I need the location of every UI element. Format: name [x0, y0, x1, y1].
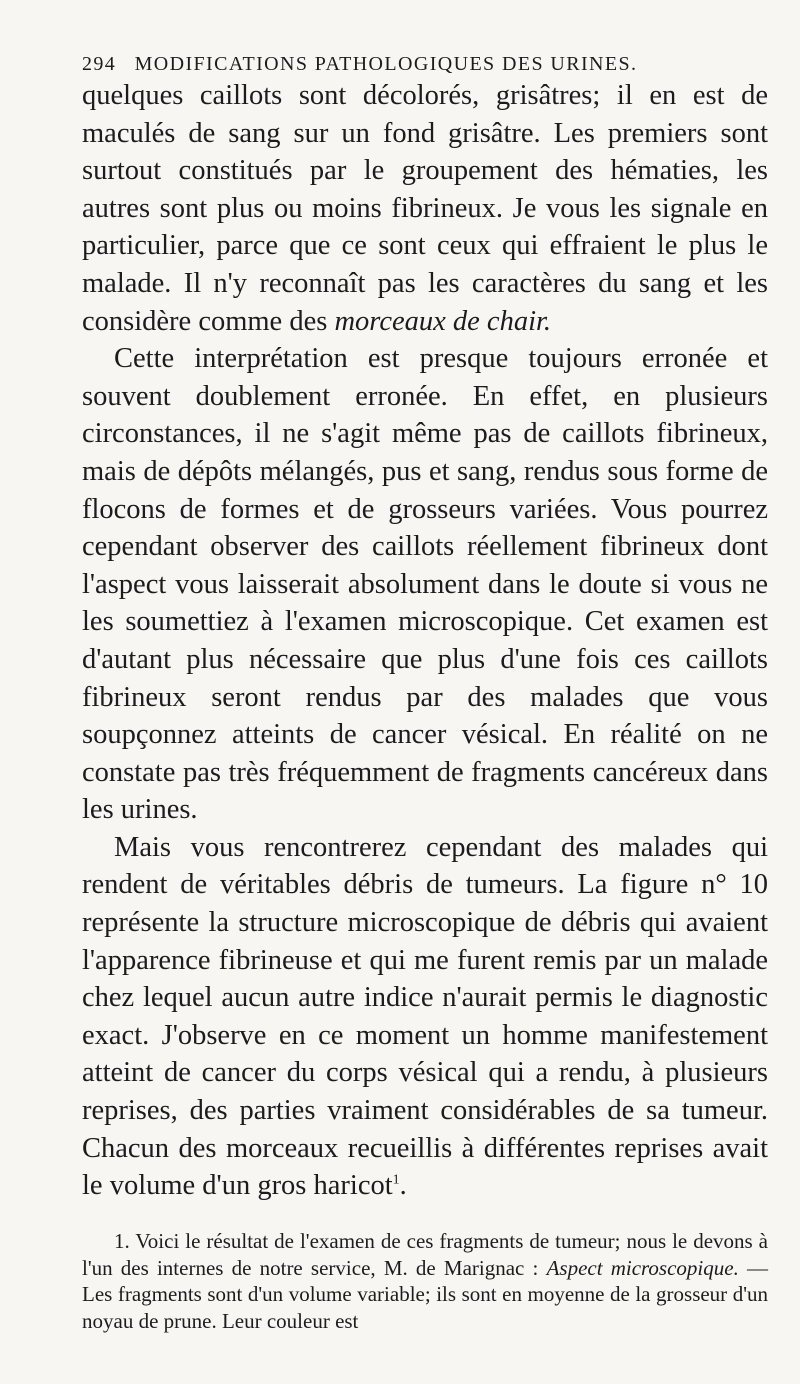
page-number: 294 [82, 53, 117, 75]
paragraph-3-tail: . [399, 1170, 407, 1202]
running-head [82, 51, 702, 77]
footnote-text-1: Voici le résultat de l'examen de ces fragments de tumeur; nous le devons à l'un des internes de notre service, M. de Marignac : [82, 1229, 768, 1280]
footnote-text-2: — Les fragments sont d'un volume variable; ils sont en moyenne de la grosseur d'un noyau de prune. Leur couleur est [82, 1255, 769, 1333]
footnote-italic: Aspect microscopique. [546, 1255, 739, 1280]
footnotes [82, 1228, 768, 1334]
running-title: MODIFICATIONS PATHOLOGIQUES DES URINES. [134, 53, 638, 75]
paragraph-3 [82, 829, 768, 1205]
footnote-1 [82, 1228, 768, 1334]
paragraph-1-text: quelques caillots sont décolorés, grisâtres; il en est de maculés de sang sur un fond grisâtre. Les premiers sont surtout constitués par le groupement des hématies, les autres sont plus ou moins fibrineux. Je vous les signale en particulier, parce que ce sont ceux qui effraient le plus le malade. Il n'y reconnaît pas les caractères du sang et les considère comme des [82, 80, 768, 337]
body-text [82, 77, 768, 1205]
paragraph-3-text: Mais vous rencontrerez cependant des malades qui rendent de véritables débris de tumeurs. La figure n° 10 représente la structure microscopique de débris qui avaient l'apparence fibrineuse et qui me furent remis par un malade chez lequel aucun autre indice n'aurait permis le diagnostic exact. J'observe en ce moment un homme manifestement atteint de cancer du corps vésical qui a rendu, à plusieurs reprises, des parties vraiment considérables de sa tumeur. Chacun des morceaux recueillis à différentes reprises avait le volume d'un gros haricot [82, 831, 768, 1202]
paragraph-1 [82, 77, 768, 340]
paragraph-2: Cette interprétation est presque toujours erronée et souvent doublement erronée. En effet, en plusieurs circonstances, il ne s'agit même pas de caillots fibrineux, mais de dépôts mélangés, pus et sang, rendus sous forme de flocons de formes et de grosseurs variées. Vous pourrez cependant observer des caillots réellement fibrineux dont l'aspect vous laisserait absolument dans le doute si vous ne les soumettiez à l'examen microscopique. Cet examen est d'autant plus nécessaire que plus d'une fois ces caillots fibrineux seront rendus par des malades que vous soupçonnez atteints de cancer vésical. En réalité on ne constate pas très fréquemment de fragments cancéreux dans les urines. [82, 343, 768, 826]
paragraph-1-italic-phrase: morceaux de chair. [334, 305, 552, 337]
footnote-reference: 1 [392, 1172, 400, 1188]
footnote-marker: 1. [114, 1229, 130, 1253]
